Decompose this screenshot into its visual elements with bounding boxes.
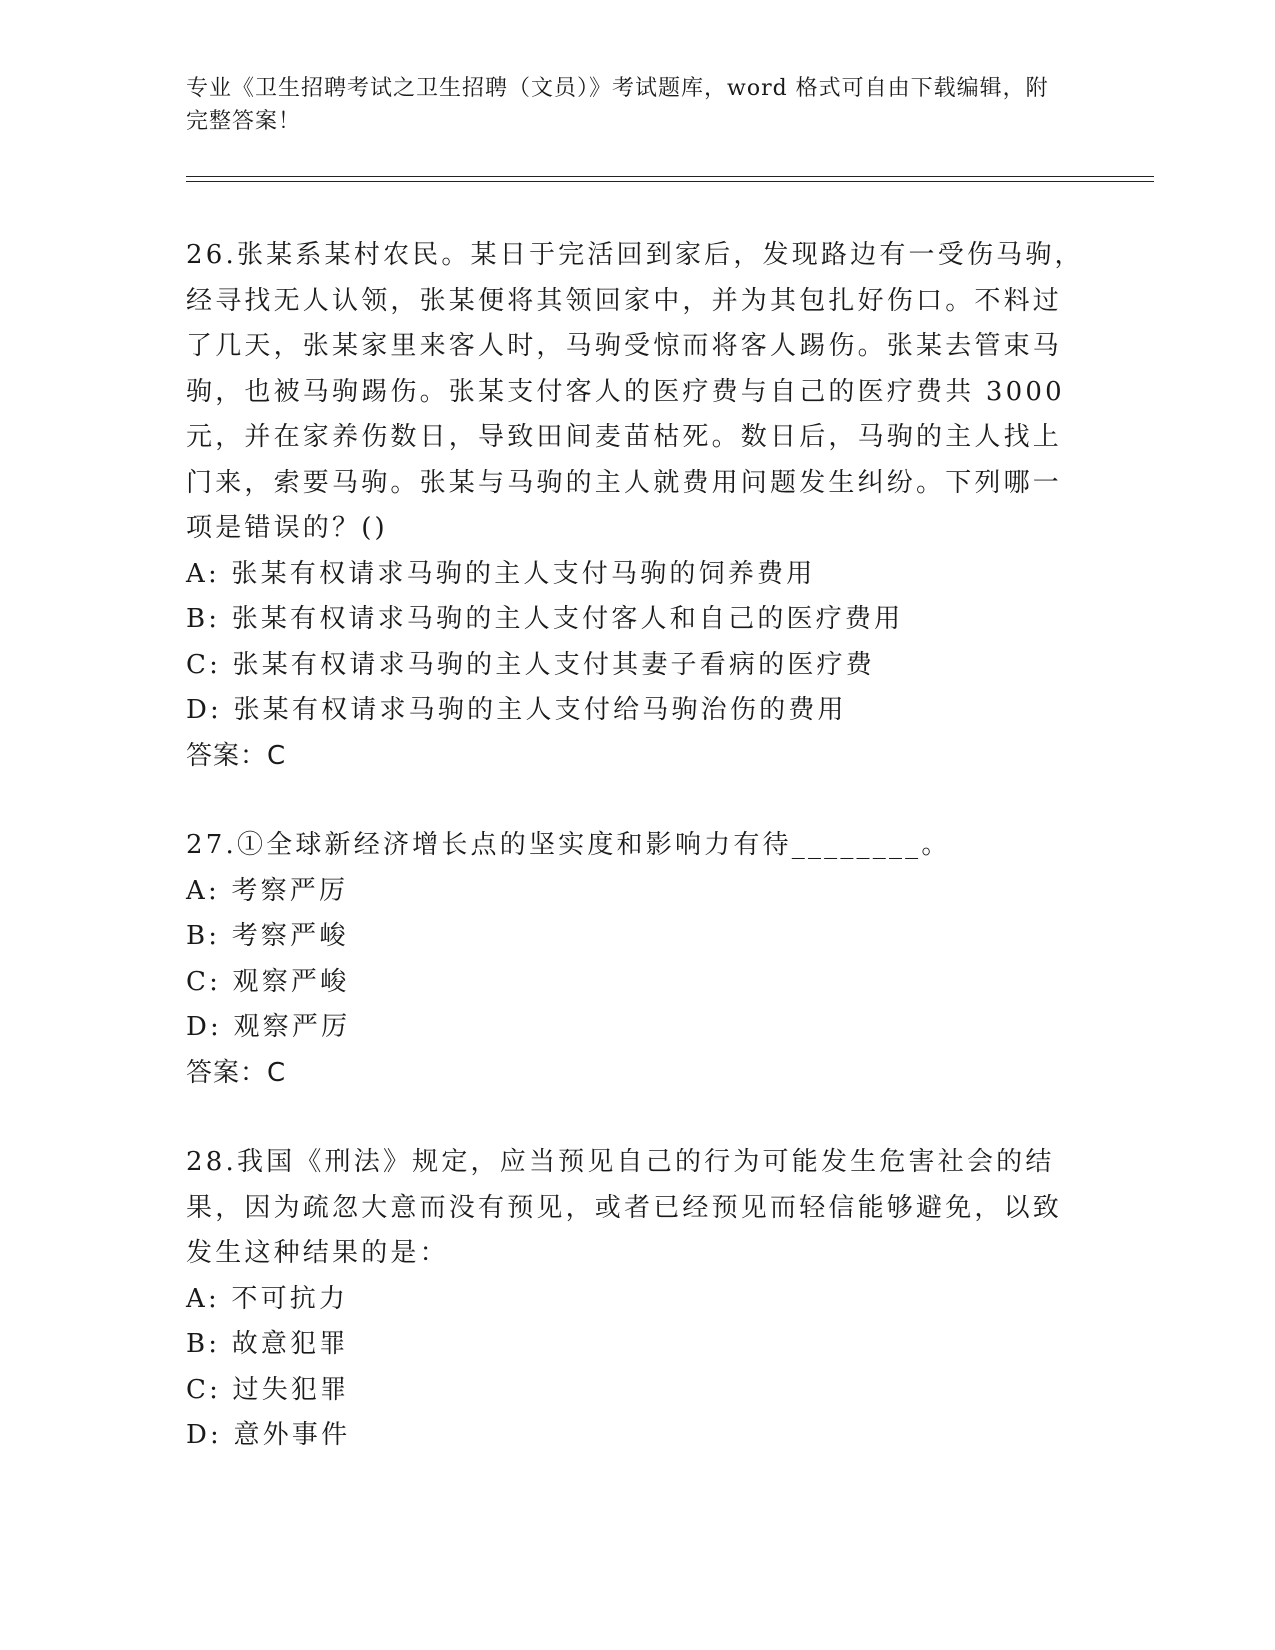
question-27 [186, 823, 1086, 1096]
option-b: B: 故意犯罪 [186, 1329, 349, 1359]
question-list [186, 233, 1086, 1459]
option-d: D: 张某有权请求马驹的主人支付给马驹治伤的费用 [186, 695, 847, 725]
question-stem: 27.①全球新经济增长点的坚实度和影响力有待________。 [186, 830, 951, 860]
option-a: A: 考察严厉 [186, 875, 349, 906]
header-rule-top [186, 176, 1154, 177]
option-d: D: 意外事件 [186, 1420, 351, 1450]
option-c: C: 观察严峻 [186, 966, 350, 997]
option-c: C: 张某有权请求马驹的主人支付其妻子看病的医疗费 [186, 649, 875, 680]
question-28 [186, 1140, 1086, 1459]
header-rule-bottom [186, 181, 1154, 182]
question-stem: 26.张某系某村农民。某日于完活回到家后，发现路边有一受伤马驹，经寻找无人认领，张某便将其领回家中，并为其包扎好伤口。不料过了几天，张某家里来客人时，马驹受惊而将客人踢伤。张某去管束马驹，也被马驹踢伤。张某支付客人的医疗费与自己的医疗费共 3000 元，并在家养伤数日，导致田间麦苗枯死。数日后，马驹的主人找上门来，索要马驹。张某与马驹的主人就费用问题发生纠纷。下列哪一项是错误的？() [186, 240, 1084, 543]
option-b: B: 张某有权请求马驹的主人支付客人和自己的医疗费用 [186, 604, 904, 634]
option-d: D: 观察严厉 [186, 1012, 351, 1042]
question-26 [186, 233, 1086, 779]
option-a: A: 张某有权请求马驹的主人支付马驹的饲养费用 [186, 558, 816, 589]
option-b: B: 考察严峻 [186, 921, 349, 951]
question-stem: 28.我国《刑法》规定，应当预见自己的行为可能发生危害社会的结果，因为疏忽大意而没有预见，或者已经预见而轻信能够避免，以致发生这种结果的是： [186, 1147, 1063, 1268]
answer-line: 答案：C [186, 1057, 287, 1088]
answer-line: 答案：C [186, 740, 287, 771]
option-c: C: 过失犯罪 [186, 1374, 350, 1405]
question-spacer [186, 779, 1086, 823]
option-a: A: 不可抗力 [186, 1283, 349, 1314]
document-header: 专业《卫生招聘考试之卫生招聘（文员）》考试题库，word 格式可自由下载编辑，附完整答案！ [186, 76, 1049, 134]
question-spacer [186, 1096, 1086, 1140]
